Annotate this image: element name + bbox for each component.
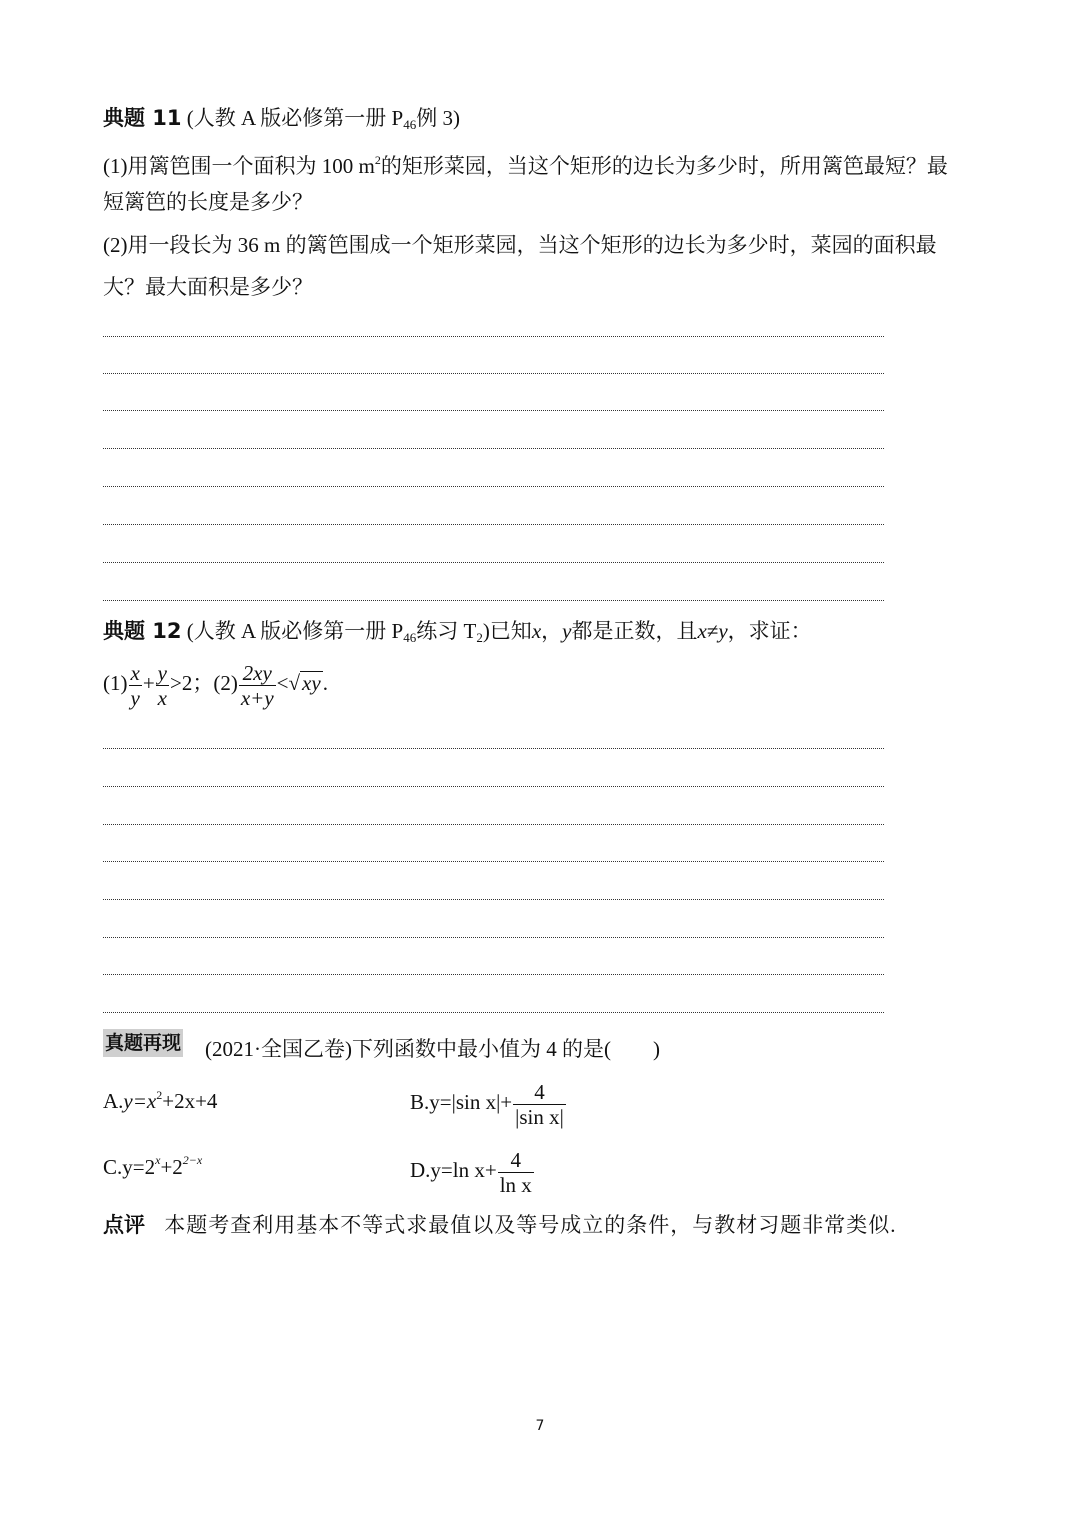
answer-line[interactable] bbox=[103, 899, 884, 900]
fraction-x-over-y: $\frac{x}{y}$ bbox=[130, 660, 140, 710]
option-b[interactable]: B.y=|sin x|+ $\frac{4}{\text{|sin x|}}$ bbox=[410, 1079, 564, 1129]
answer-line[interactable] bbox=[103, 562, 884, 563]
answer-line[interactable] bbox=[103, 786, 884, 787]
answer-line[interactable] bbox=[103, 1012, 884, 1013]
fraction-2xy-over-x-plus-y: $\frac{2xy}{x+y}$ bbox=[240, 660, 274, 710]
answer-line[interactable] bbox=[103, 373, 884, 374]
problem11-part1-line2: 短篱笆的长度是多少？ bbox=[103, 190, 313, 214]
answer-line[interactable] bbox=[103, 336, 884, 337]
comment-label: 点评 bbox=[103, 1213, 145, 1237]
fraction-4-over-ln-x: $\frac{4}{\text{ln x}}$ bbox=[499, 1147, 532, 1197]
problem11-part2-line1: (2)用一段长为 36 m 的篱笆围成一个矩形菜园，当这个矩形的边长为多少时，菜园的面积最 bbox=[103, 233, 937, 257]
problem12-heading: 典题 12 (人教 A 版必修第一册 $P_{46}$练习 $T_2$)已知x，y都是正数，且x≠y，求证： bbox=[103, 619, 812, 645]
answer-line[interactable] bbox=[103, 410, 884, 411]
fraction-4-over-abs-sin-x: $\frac{4}{\text{|sin x|}}$ bbox=[515, 1079, 564, 1129]
answer-line[interactable] bbox=[103, 600, 884, 601]
problem11-part1-line1: (1)用篱笆围一个面积为 100 $m^2$的矩形菜园，当这个矩形的边长为多少时，所用篱笆最短？最 bbox=[103, 153, 948, 178]
fraction-y-over-x: $\frac{y}{x}$ bbox=[157, 660, 167, 710]
option-c[interactable]: $C.y=2^x+2^{2-x}$ bbox=[103, 1153, 203, 1179]
answer-line[interactable] bbox=[103, 824, 884, 825]
problem12-parts: (1) $\frac{x}{y}$ + $\frac{y}{x}$ >2；(2) $\frac{2xy}{x+y}$ <√xy. bbox=[103, 660, 328, 710]
problem11-part2-line2: 大？最大面积是多少？ bbox=[103, 275, 313, 299]
answer-line[interactable] bbox=[103, 748, 884, 749]
answer-line[interactable] bbox=[103, 448, 884, 449]
answer-line[interactable] bbox=[103, 486, 884, 487]
option-a[interactable]: $A.y=x^2+2x+4$ bbox=[103, 1088, 218, 1113]
answer-line[interactable] bbox=[103, 937, 884, 938]
answer-line[interactable] bbox=[103, 861, 884, 862]
comment bbox=[103, 1211, 897, 1239]
problem12-title: 典题 12 bbox=[103, 619, 182, 643]
option-d[interactable]: D.y=ln x+ $\frac{4}{\text{ln x}}$ bbox=[410, 1147, 532, 1197]
real-exam-tag: 真题再现 bbox=[103, 1029, 183, 1057]
problem11-title: 典题 11 bbox=[103, 106, 182, 130]
answer-line[interactable] bbox=[103, 524, 884, 525]
sqrt-sign: √ bbox=[288, 671, 301, 695]
comment-text: 本题考查利用基本不等式求最值以及等号成立的条件，与教材习题非常类似. bbox=[164, 1213, 897, 1237]
answer-line[interactable] bbox=[103, 974, 884, 975]
problem11-heading: 典题 11 (人教 A 版必修第一册 $P_{46}$例 3) bbox=[103, 106, 460, 132]
sqrt-xy: xy bbox=[302, 671, 321, 695]
real-exam-question: (2021·全国乙卷)下列函数中最小值为 4 的是( ) bbox=[205, 1037, 660, 1061]
page-number: 7 bbox=[535, 1418, 545, 1434]
